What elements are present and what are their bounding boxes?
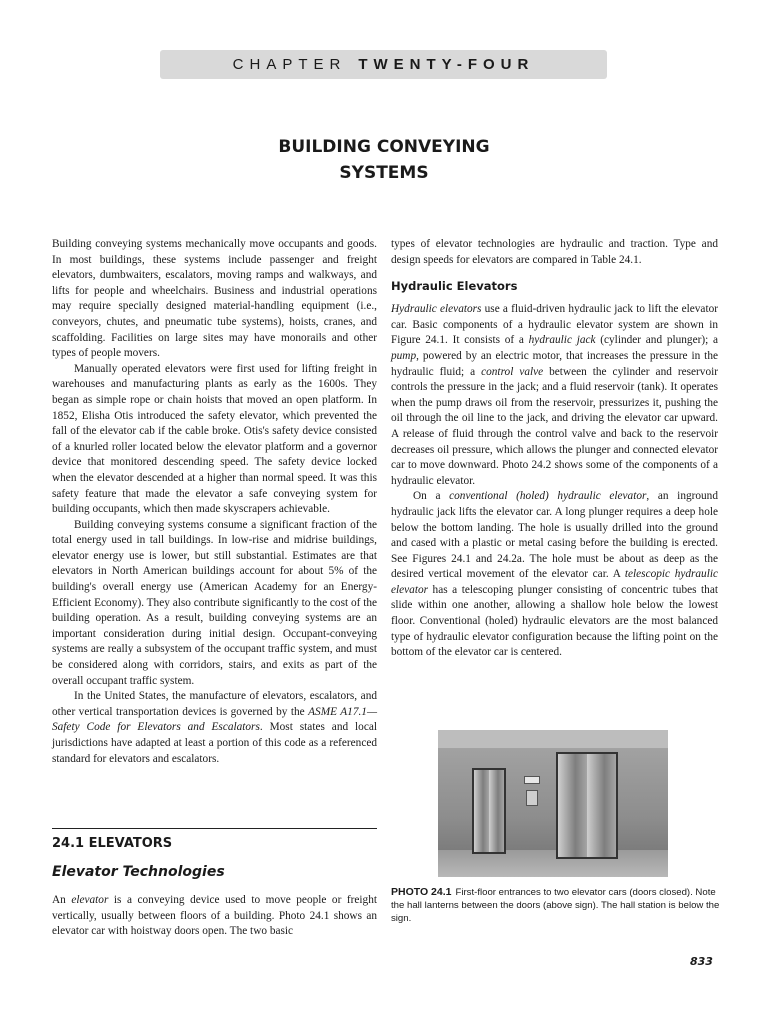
code-reference: ASME A17.1—Safety Code for Elevators and Escalators bbox=[52, 705, 377, 734]
elevator-photo bbox=[438, 730, 668, 877]
term: telescopic hydraulic elevator bbox=[391, 568, 718, 596]
paragraph: Building conveying systems mechanically move occupants and goods. In most buildings, these systems include passenger and freight elevators, dumbwaiters, escalators, moving ramps and walkways, and lifts for people and wheelchairs. Business and industrial operations may require specially designed material-handling equipment (i.e., conveyors, chutes, and pneumatic tube systems), hoists, cranes, and scaffolding. Facilities on large sites may have monorails and other types of people movers. bbox=[52, 238, 377, 360]
paragraph: On a conventional (holed) hydraulic elevator, an inground hydraulic jack lifts the elevator car. A long plunger requires a deep hole below the bottom landing. The hole is usually drilled into the ground and cased with a plastic or metal casing before the building is erected. See Figures 24.1 and 24.2a. The hole must be about as deep as the desired vertical movement of the elevator car. A telescopic hydraulic elevator has a telescoping plunger consisting of concentric tubes that slide within one another, allowing a shallow hole below the lowest floor. Conventional (holed) hydraulic elevators are the most balanced type of hydraulic elevator configuration because the lifting point on the bottom of the elevator car is centered. bbox=[391, 490, 718, 659]
title-line-2: SYSTEMS bbox=[339, 163, 429, 183]
term: control valve bbox=[481, 365, 544, 378]
heading-hydraulic-elevators: Hydraulic Elevators bbox=[391, 279, 518, 294]
paragraph: Hydraulic elevators use a fluid-driven hydraulic jack to lift the elevator car. Basic components of a hydraulic elevator system are shown in Figure 24.1. It consists of a hydraulic jack (cylinder and plunger); a pump, powered by an electric motor, that increases the pressure in the hydraulic fluid; a control valve between the cylinder and reservoir controls the pressure in the jack; and a fluid reservoir (tank). It operates when the pump draws oil from the reservoir, pressurizes it, pushing the oil through the oil line to the jack, and driving the elevator car upward. A release of fluid through the control valve and back to the reservoir decreases oil pressure, which allows the plunger and connected elevator car to move downward. Photo 24.2 shows some of the components of a hydraulic elevator. bbox=[391, 303, 719, 487]
section-divider bbox=[52, 828, 377, 829]
paragraph: types of elevator technologies are hydraulic and traction. Type and design speeds for elevators are compared in Table 24.1. bbox=[391, 238, 718, 266]
left-column bbox=[52, 237, 377, 767]
term: conventional (holed) hydraulic elevator bbox=[449, 490, 647, 503]
elevator-door-right bbox=[556, 752, 618, 859]
paragraph: Building conveying systems consume a significant fraction of the total energy used in tall buildings. In low-rise and midrise buildings, elevator energy use is lower, but still substantial. Estimates are that elevators in North American buildings account for about 5% of the building's overall energy use (American Academy for an Energy-Efficient Economy). They also contribute significantly to the cost of the building operation. As a result, building conveying systems are an important consideration during initial design. Occupant-conveying systems are really a subsystem of the occupant traffic system, and must be considered along with corridors, stairs, and exits as part of the overall occupant traffic system. bbox=[52, 518, 377, 687]
page-number: 833 bbox=[690, 955, 713, 968]
term: pump bbox=[391, 349, 417, 362]
elevator-door-left bbox=[472, 768, 506, 854]
term: elevator bbox=[71, 894, 109, 906]
chapter-banner bbox=[160, 50, 607, 79]
hall-lantern bbox=[524, 776, 540, 784]
paragraph: Manually operated elevators were first used for lifting freight in warehouses and manufacturing plants as early as the 1600s. They began as simple rope or chain hoists that moved an open platform. In 1852, Elisha Otis introduced the safety elevator, which prevented the fall of the elevator cab if the cable broke. Otis's safety device consisted of a knurled roller located below the elevator platform and a governor device that monitored descending speed. The safety device locked when the elevator descended at a higher than normal speed. It was this safety feature that made the elevator a safe conveying system for building occupants, which then made skyscrapers achievable. bbox=[52, 362, 377, 516]
photo-floor bbox=[438, 850, 668, 877]
page-title bbox=[160, 134, 608, 186]
section-heading: 24.1 ELEVATORS bbox=[52, 836, 173, 851]
paragraph: An elevator is a conveying device used to move people or freight vertically, usually between floors of a building. Photo 24.1 shows an elevator car with hoistway doors open. The two basic bbox=[52, 894, 377, 938]
chapter-number: TWENTY-FOUR bbox=[358, 56, 535, 73]
subsection-heading: Elevator Technologies bbox=[52, 864, 225, 880]
hall-station bbox=[526, 790, 538, 806]
left-column-bottom bbox=[52, 893, 377, 940]
right-column bbox=[391, 237, 718, 661]
term: Hydraulic elevators bbox=[391, 303, 482, 316]
term: hydraulic jack bbox=[528, 334, 596, 347]
chapter-label: CHAPTER bbox=[232, 56, 347, 73]
title-line-1: BUILDING CONVEYING bbox=[278, 137, 490, 157]
photo-label: PHOTO 24.1 bbox=[391, 886, 452, 898]
photo-caption bbox=[391, 886, 721, 925]
paragraph: In the United States, the manufacture of elevators, escalators, and other vertical transportation devices is governed by the ASME A17.1—Safety Code for Elevators and Escalators. Most states and local jurisdictions have adapted at least a portion of this code as a referenced standard for elevators and escalators. bbox=[52, 690, 377, 765]
photo-caption-text: First-floor entrances to two elevator cars (doors closed). Note the hall lanterns between the doors (above sign). The hall station is below the sign. bbox=[391, 887, 720, 924]
photo-ceiling bbox=[438, 730, 668, 748]
